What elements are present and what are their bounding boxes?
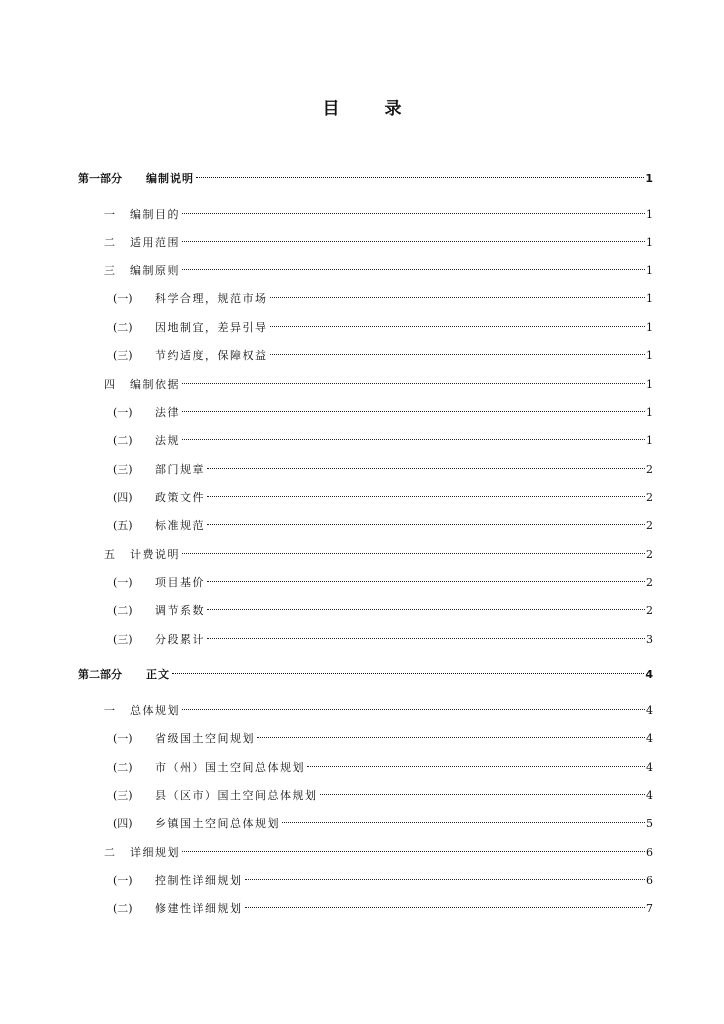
toc-entry[interactable] [113, 726, 653, 745]
dot-leader [182, 840, 645, 856]
toc-entry[interactable] [104, 202, 653, 221]
dot-leader [245, 868, 646, 884]
toc-entry[interactable] [78, 166, 653, 185]
toc-entry-label: 适用范围 [130, 236, 180, 249]
toc-entry-label: 市（州）国土空间总体规划 [155, 761, 305, 774]
toc-entry-label: 标准规范 [155, 519, 205, 532]
toc-entry-page: 6 [646, 874, 653, 887]
toc-entry-number: 三 [104, 264, 115, 277]
toc-entry-page: 4 [646, 704, 653, 717]
toc-entry[interactable] [113, 896, 653, 915]
toc-entry-page: 1 [646, 434, 653, 447]
dot-leader [270, 343, 646, 359]
toc-entry[interactable] [113, 598, 653, 617]
toc-entry-page: 4 [646, 789, 653, 802]
toc-entry[interactable] [113, 286, 653, 305]
dot-leader [196, 166, 644, 182]
toc-entry-number: 一 [104, 208, 115, 221]
toc-entry-label: 法律 [155, 406, 180, 419]
toc-entry-page: 1 [646, 208, 653, 221]
toc-entry-number: (三) [113, 463, 133, 476]
toc-entry-page: 1 [645, 172, 653, 185]
toc-entry-label: 省级国土空间规划 [155, 732, 255, 745]
dot-leader [182, 428, 645, 444]
toc-entry-label: 编制依据 [130, 378, 180, 391]
toc-entry-number: (一) [113, 732, 133, 745]
dot-leader [182, 258, 645, 274]
toc-entry[interactable] [78, 662, 653, 681]
toc-entry-label: 县（区市）国土空间总体规划 [155, 789, 318, 802]
dot-leader [182, 542, 645, 558]
toc-entry-label: 政策文件 [155, 491, 205, 504]
toc-entry-page: 2 [646, 519, 653, 532]
toc-entry-page: 1 [646, 264, 653, 277]
dot-leader [282, 811, 645, 827]
toc-entry-number: (四) [113, 817, 133, 830]
toc-entry-number: (二) [113, 321, 133, 334]
toc-entry-label: 节约适度，保障权益 [155, 349, 268, 362]
toc-entry-page: 1 [646, 321, 653, 334]
toc-entry-page: 1 [646, 292, 653, 305]
toc-entry-number: 二 [104, 236, 115, 249]
toc-entry-page: 7 [646, 902, 653, 915]
toc-entry-label: 编制原则 [130, 264, 180, 277]
dot-leader [207, 570, 645, 586]
toc-entry-number: 一 [104, 704, 115, 717]
toc-entry-number: (五) [113, 519, 133, 532]
toc-entry-number: 四 [104, 378, 115, 391]
toc-entry-number: 五 [104, 548, 115, 561]
toc-entry-page: 2 [646, 548, 653, 561]
dot-leader [182, 372, 645, 388]
toc-entry-page: 2 [646, 576, 653, 589]
toc-entry-number: (二) [113, 604, 133, 617]
toc-entry-page: 4 [646, 761, 653, 774]
dot-leader [182, 202, 645, 218]
toc-entry-label: 正文 [146, 668, 170, 681]
toc-entry-label: 法规 [155, 434, 180, 447]
toc-entry-label: 编制目的 [130, 208, 180, 221]
toc-entry-label: 编制说明 [146, 172, 194, 185]
toc-entry-number: (二) [113, 902, 133, 915]
toc-entry-page: 1 [646, 236, 653, 249]
toc-entry-label: 部门规章 [155, 463, 205, 476]
dot-leader [207, 513, 645, 529]
toc-entry-label: 科学合理，规范市场 [155, 292, 268, 305]
toc-entry-number: (一) [113, 576, 133, 589]
dot-leader [320, 783, 646, 799]
toc-entry-label: 项目基价 [155, 576, 205, 589]
toc-entry-number: 第一部分 [78, 172, 122, 185]
toc-entry-page: 1 [646, 349, 653, 362]
toc-entry-number: (四) [113, 491, 133, 504]
dot-leader [182, 698, 645, 714]
toc-entry-page: 2 [646, 604, 653, 617]
toc-entry[interactable] [113, 783, 653, 802]
toc-entry[interactable] [113, 457, 653, 476]
toc-entry-label: 控制性详细规划 [155, 874, 243, 887]
toc-entry-page: 6 [646, 846, 653, 859]
toc-entry[interactable] [113, 868, 653, 887]
toc-entry-number: (二) [113, 761, 133, 774]
dot-leader [207, 627, 645, 643]
toc-entry-label: 因地制宜，差异引导 [155, 321, 268, 334]
toc-entry[interactable] [113, 428, 653, 447]
toc-entry-number: (一) [113, 292, 133, 305]
dot-leader [270, 315, 646, 331]
toc-entry[interactable] [113, 513, 653, 532]
dot-leader [182, 230, 645, 246]
toc-entry-number: 第二部分 [78, 668, 122, 681]
toc-entry-page: 4 [645, 668, 653, 681]
toc-entry-page: 1 [646, 406, 653, 419]
toc-entry[interactable] [113, 811, 653, 830]
toc-entry[interactable] [113, 315, 653, 334]
toc-entry[interactable] [104, 372, 653, 391]
toc-entry-label: 乡镇国土空间总体规划 [155, 817, 280, 830]
toc-entry[interactable] [104, 258, 653, 277]
dot-leader [270, 286, 646, 302]
toc-entry-page: 3 [646, 633, 653, 646]
dot-leader [207, 457, 645, 473]
toc-entry-number: (三) [113, 349, 133, 362]
toc-entry[interactable] [104, 542, 653, 561]
toc-entry-number: (二) [113, 434, 133, 447]
toc-entry-label: 计费说明 [130, 548, 180, 561]
toc-entry-page: 5 [646, 817, 653, 830]
toc-entry-label: 修建性详细规划 [155, 902, 243, 915]
toc-entry-label: 分段累计 [155, 633, 205, 646]
dot-leader [257, 726, 645, 742]
dot-leader [182, 400, 645, 416]
toc-entry-number: 二 [104, 846, 115, 859]
toc-entry[interactable] [104, 840, 653, 859]
toc-entry[interactable] [113, 400, 653, 419]
toc-entry-label: 调节系数 [155, 604, 205, 617]
toc-entry[interactable] [113, 627, 653, 646]
dot-leader [207, 598, 645, 614]
toc-entry-page: 2 [646, 491, 653, 504]
toc-entry-number: (三) [113, 789, 133, 802]
toc-entry[interactable] [104, 698, 653, 717]
dot-leader [172, 662, 644, 678]
dot-leader [207, 485, 645, 501]
toc-entry-number: (三) [113, 633, 133, 646]
toc-entry-number: (一) [113, 874, 133, 887]
toc-entry-page: 1 [646, 378, 653, 391]
dot-leader [245, 896, 646, 912]
toc-title: 目 录 [322, 99, 416, 119]
toc-entry[interactable] [113, 343, 653, 362]
toc-entry-label: 详细规划 [130, 846, 180, 859]
toc-entry[interactable] [113, 570, 653, 589]
toc-entry-page: 2 [646, 463, 653, 476]
toc-entry[interactable] [113, 485, 653, 504]
dot-leader [307, 755, 645, 771]
toc-entry[interactable] [113, 755, 653, 774]
toc-entry-number: (一) [113, 406, 133, 419]
toc-entry-label: 总体规划 [130, 704, 180, 717]
toc-entry[interactable] [104, 230, 653, 249]
toc-entry-page: 4 [646, 732, 653, 745]
